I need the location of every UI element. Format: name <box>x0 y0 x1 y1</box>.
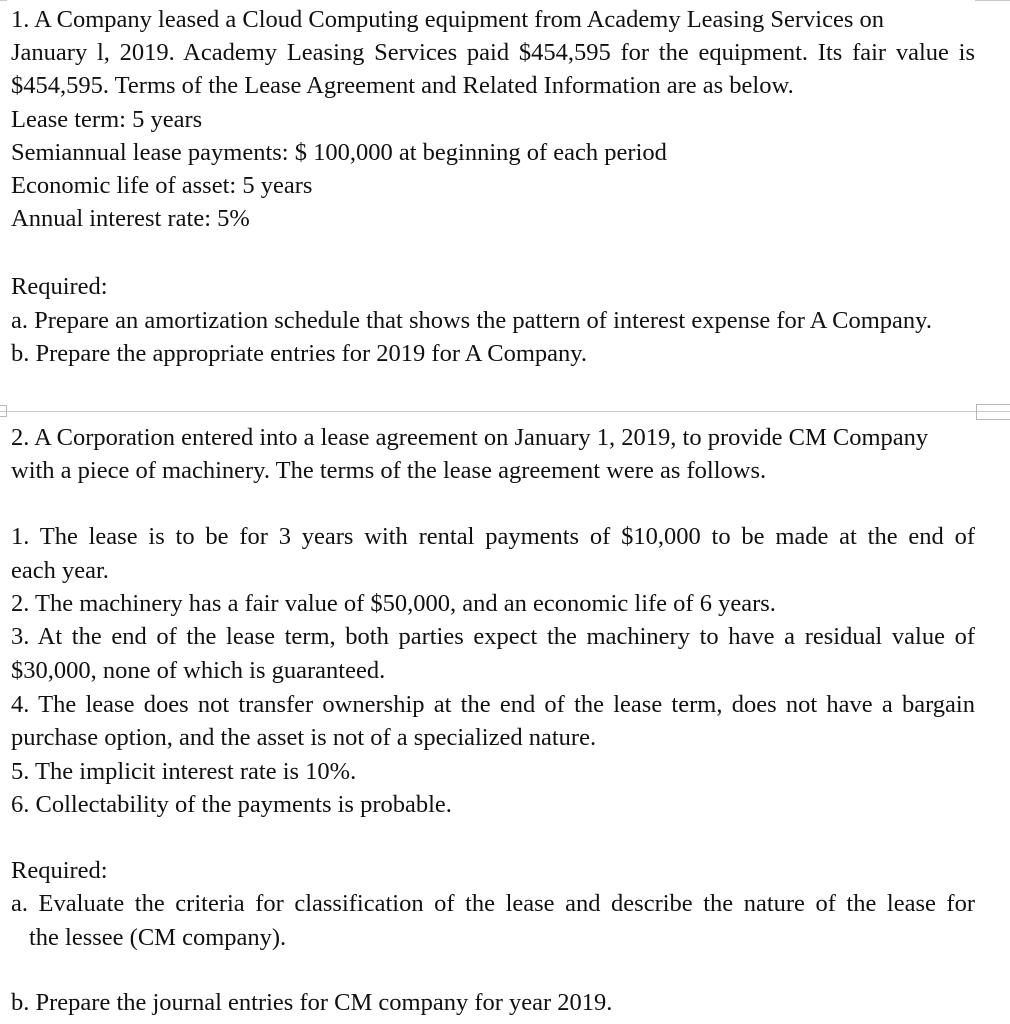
p2-term-3: 3. At the end of the lease term, both parties expect the machinery to have a residual value of <box>11 623 975 650</box>
p2-required-a: a. Evaluate the criteria for classification of the lease and describe the nature of the lease for <box>11 890 975 917</box>
p2-term-1: 1. The lease is to be for 3 years with rental payments of $10,000 to be made at the end of <box>11 523 975 550</box>
p2-intro-line-1: 2. A Corporation entered into a lease agreement on January 1, 2019, to provide CM Company <box>11 424 929 451</box>
p2-term-1-cont: each year. <box>11 557 109 584</box>
p1-term-interest-rate: Annual interest rate: 5% <box>11 205 250 232</box>
p2-intro-line-2: with a piece of machinery. The terms of the lease agreement were as follows. <box>11 457 767 484</box>
p2-term-6: 6. Collectability of the payments is probable. <box>11 791 452 818</box>
p2-term-3-cont: $30,000, none of which is guaranteed. <box>11 657 386 684</box>
p1-required-b: b. Prepare the appropriate entries for 2019 for A Company. <box>11 340 588 367</box>
p2-required-a-cont: the lessee (CM company). <box>29 924 287 951</box>
divider-right-marker <box>976 404 1010 420</box>
p2-required-label: Required: <box>11 857 108 884</box>
top-left-edge <box>0 0 7 1</box>
p1-term-payments: Semiannual lease payments: $ 100,000 at beginning of each period <box>11 139 667 166</box>
p1-required-a: a. Prepare an amortization schedule that shows the pattern of interest expense for A Company. <box>11 307 932 334</box>
p1-intro-line-3: $454,595. Terms of the Lease Agreement and Related Information are as below. <box>11 72 794 99</box>
p2-term-4: 4. The lease does not transfer ownership at the end of the lease term, does not have a bargain <box>11 691 975 718</box>
p1-term-economic-life: Economic life of asset: 5 years <box>11 172 313 199</box>
p2-term-5: 5. The implicit interest rate is 10%. <box>11 758 357 785</box>
p1-required-label: Required: <box>11 273 108 300</box>
top-right-edge <box>975 0 1010 1</box>
divider-left-marker <box>0 405 7 417</box>
p1-intro-line-2: January l, 2019. Academy Leasing Services paid $454,595 for the equipment. Its fair value is <box>11 39 975 66</box>
section-divider <box>0 411 1010 412</box>
p1-intro-line-1: 1. A Company leased a Cloud Computing equipment from Academy Leasing Services on <box>11 6 885 33</box>
p2-term-4-cont: purchase option, and the asset is not of a specialized nature. <box>11 724 597 751</box>
p2-required-b: b. Prepare the journal entries for CM company for year 2019. <box>11 989 613 1016</box>
p2-term-2: 2. The machinery has a fair value of $50,000, and an economic life of 6 years. <box>11 590 776 617</box>
p1-term-lease-term: Lease term: 5 years <box>11 106 203 133</box>
